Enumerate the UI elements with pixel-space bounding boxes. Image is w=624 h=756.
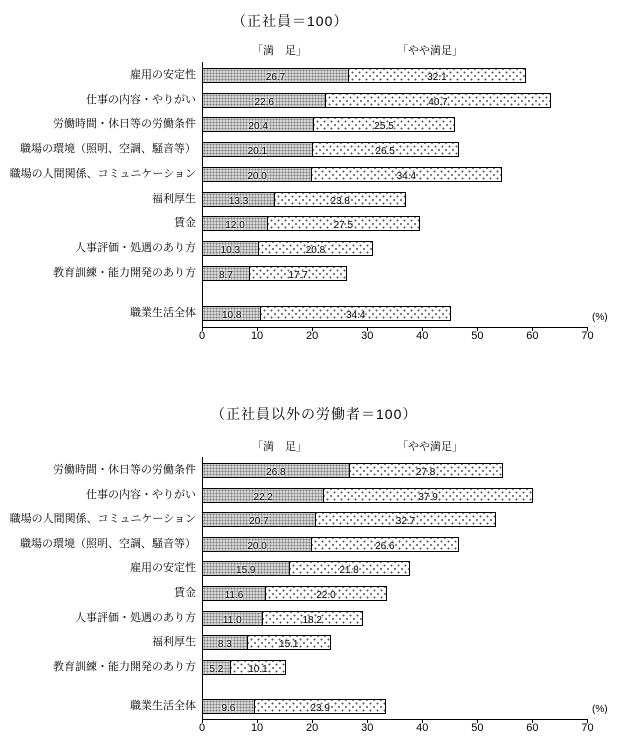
- bar-value-satisfied: 8.3: [217, 639, 232, 651]
- bar-segment-satisfied: [202, 611, 263, 626]
- bar-value-satisfied: 13.3: [228, 195, 249, 207]
- bar-value-satisfied: 12.0: [225, 220, 245, 232]
- x-tick-label: 0: [198, 330, 206, 342]
- bar-segment-somewhat-satisfied: [325, 93, 550, 108]
- bar-value-satisfied: 11.0: [222, 614, 242, 626]
- x-tick-label: 60: [526, 330, 539, 342]
- bar-value-somewhat-satisfied: 20.8: [305, 244, 326, 256]
- bar-value-somewhat-satisfied: 22.0: [316, 590, 336, 601]
- bar-value-somewhat-satisfied: 40.7: [428, 96, 448, 108]
- bar-value-somewhat-satisfied: 18.2: [302, 614, 322, 626]
- x-tick-label: 40: [416, 330, 429, 342]
- x-tick-label: 40: [416, 722, 429, 734]
- category-label: 賃金: [174, 587, 196, 599]
- bar-value-somewhat-satisfied: 27.8: [415, 467, 436, 478]
- chart-title: （正社員以外の労働者＝100）: [211, 406, 418, 422]
- bar-segment-satisfied: [202, 660, 231, 675]
- bar-segment-somewhat-satisfied: [274, 192, 406, 207]
- category-label: 福利厚生: [152, 636, 196, 649]
- category-label: 雇用の安定性: [130, 69, 196, 81]
- bar-value-satisfied: 9.6: [221, 703, 236, 714]
- bar-segment-satisfied: [202, 635, 248, 650]
- bar-segment-somewhat-satisfied: [249, 266, 347, 281]
- category-label: 職業生活全体: [130, 307, 196, 319]
- x-tick-label: 10: [250, 330, 264, 342]
- bar-segment-satisfied: [202, 117, 314, 132]
- bar-value-somewhat-satisfied: 26.6: [375, 540, 395, 552]
- bar-segment-satisfied: [202, 463, 350, 478]
- category-label: 労働時間・休日等の労働条件: [53, 118, 196, 131]
- bar-segment-somewhat-satisfied: [289, 561, 410, 576]
- category-label: 職場の人間関係、コミュニケーション: [9, 167, 196, 180]
- bar-segment-somewhat-satisfied: [254, 699, 387, 714]
- percent-unit-label: (%): [592, 704, 608, 715]
- bar-segment-satisfied: [202, 167, 312, 182]
- bar-segment-somewhat-satisfied: [315, 512, 496, 527]
- legend-satisfied-label: 「満 足」: [252, 441, 307, 453]
- bar-segment-somewhat-satisfied: [348, 68, 526, 83]
- category-label: 職場の環境（照明、空調、騒音等）: [20, 537, 196, 550]
- bar-value-satisfied: 11.6: [224, 590, 244, 601]
- bar-segment-somewhat-satisfied: [323, 488, 533, 503]
- x-tick-label: 20: [306, 330, 319, 342]
- bar-value-satisfied: 20.0: [247, 170, 267, 182]
- bar-segment-somewhat-satisfied: [267, 216, 419, 231]
- x-axis: [202, 719, 588, 720]
- bar-segment-somewhat-satisfied: [262, 611, 363, 626]
- bar-value-somewhat-satisfied: 10.1: [248, 663, 268, 675]
- bar-segment-satisfied: [202, 306, 261, 321]
- category-label: 教育訓練・能力開発のあり方: [53, 660, 196, 673]
- bar-value-somewhat-satisfied: 34.4: [396, 170, 417, 182]
- category-label: 教育訓練・能力開発のあり方: [53, 266, 196, 279]
- x-tick-label: 30: [361, 722, 374, 734]
- bar-value-somewhat-satisfied: 23.9: [310, 703, 330, 714]
- bar-value-satisfied: 20.7: [249, 516, 269, 528]
- bar-value-satisfied: 5.2: [209, 663, 224, 675]
- bar-value-somewhat-satisfied: 25.5: [374, 121, 394, 133]
- bar-segment-somewhat-satisfied: [349, 463, 503, 478]
- x-tick-label: 20: [306, 722, 319, 734]
- x-axis: [202, 327, 588, 328]
- bar-segment-satisfied: [202, 561, 290, 576]
- bar-value-somewhat-satisfied: 34.4: [345, 310, 366, 321]
- bar-value-satisfied: 20.1: [247, 146, 268, 158]
- category-label: 賃金: [174, 217, 196, 230]
- bar-value-somewhat-satisfied: 26.5: [375, 146, 395, 158]
- bar-segment-somewhat-satisfied: [258, 241, 374, 256]
- bar-value-satisfied: 10.8: [222, 310, 242, 321]
- bar-segment-somewhat-satisfied: [311, 167, 501, 182]
- bar-value-somewhat-satisfied: 32.1: [427, 72, 447, 83]
- bar-segment-somewhat-satisfied: [312, 142, 459, 157]
- bar-segment-satisfied: [202, 68, 349, 83]
- x-tick-label: 70: [581, 330, 594, 342]
- x-tick-label: 30: [361, 330, 374, 342]
- bar-segment-somewhat-satisfied: [265, 586, 387, 601]
- x-tick-label: 0: [198, 722, 206, 734]
- category-label: 職場の人間関係、コミュニケーション: [9, 513, 196, 526]
- x-tick-label: 50: [471, 722, 484, 734]
- bar-segment-somewhat-satisfied: [247, 635, 331, 650]
- bar-value-somewhat-satisfied: 32.7: [395, 516, 416, 528]
- bar-value-satisfied: 22.2: [253, 491, 273, 503]
- bar-value-somewhat-satisfied: 15.1: [279, 639, 299, 651]
- bar-segment-somewhat-satisfied: [230, 660, 287, 675]
- bar-value-somewhat-satisfied: 23.8: [330, 195, 350, 207]
- bar-value-somewhat-satisfied: 17.7: [288, 269, 308, 281]
- chart-title: （正社員＝100）: [232, 13, 349, 29]
- legend-satisfied-label: 「満 足」: [252, 45, 307, 57]
- category-label: 人事評価・処遇のあり方: [75, 241, 196, 254]
- bar-segment-satisfied: [202, 699, 255, 714]
- bar-segment-satisfied: [202, 93, 326, 108]
- bar-value-somewhat-satisfied: 37.9: [418, 491, 438, 503]
- bar-segment-satisfied: [202, 266, 250, 281]
- bar-value-satisfied: 15.9: [236, 565, 256, 577]
- bar-value-somewhat-satisfied: 21.8: [339, 565, 359, 577]
- bar-value-satisfied: 22.6: [254, 96, 274, 108]
- bar-segment-satisfied: [202, 512, 316, 527]
- bar-segment-satisfied: [202, 488, 324, 503]
- category-label: 人事評価・処遇のあり方: [75, 611, 196, 624]
- bar-value-satisfied: 26.7: [265, 72, 286, 83]
- legend-somewhat-satisfied-label: 「やや満足」: [397, 45, 463, 57]
- category-label: 労働時間・休日等の労働条件: [53, 464, 196, 476]
- x-tick-label: 10: [250, 722, 264, 734]
- bar-segment-somewhat-satisfied: [260, 306, 450, 321]
- x-tick-label: 70: [581, 722, 594, 734]
- x-tick-label: 50: [471, 330, 484, 342]
- category-label: 福利厚生: [152, 192, 196, 205]
- category-label: 職場の環境（照明、空調、騒音等）: [20, 143, 196, 156]
- bar-value-satisfied: 10.3: [220, 244, 241, 256]
- bar-segment-satisfied: [202, 216, 268, 231]
- x-tick-label: 60: [526, 722, 539, 734]
- bar-value-satisfied: 8.7: [219, 269, 233, 281]
- bar-segment-somewhat-satisfied: [313, 117, 454, 132]
- bar-segment-satisfied: [202, 537, 312, 552]
- bar-value-satisfied: 20.0: [247, 540, 267, 552]
- bar-segment-somewhat-satisfied: [311, 537, 458, 552]
- percent-unit-label: (%): [592, 312, 608, 323]
- bar-segment-satisfied: [202, 241, 259, 256]
- category-label: 仕事の内容・やりがい: [86, 93, 196, 106]
- category-label: 職業生活全体: [130, 700, 196, 712]
- bar-segment-satisfied: [202, 142, 313, 157]
- category-label: 仕事の内容・やりがい: [86, 488, 196, 501]
- bar-value-satisfied: 26.8: [266, 467, 286, 478]
- bar-segment-satisfied: [202, 586, 266, 601]
- bar-value-satisfied: 20.4: [248, 121, 268, 133]
- bar-segment-satisfied: [202, 192, 275, 207]
- bar-value-somewhat-satisfied: 27.5: [333, 220, 354, 232]
- legend-somewhat-satisfied-label: 「やや満足」: [397, 441, 463, 453]
- category-label: 雇用の安定性: [130, 562, 196, 575]
